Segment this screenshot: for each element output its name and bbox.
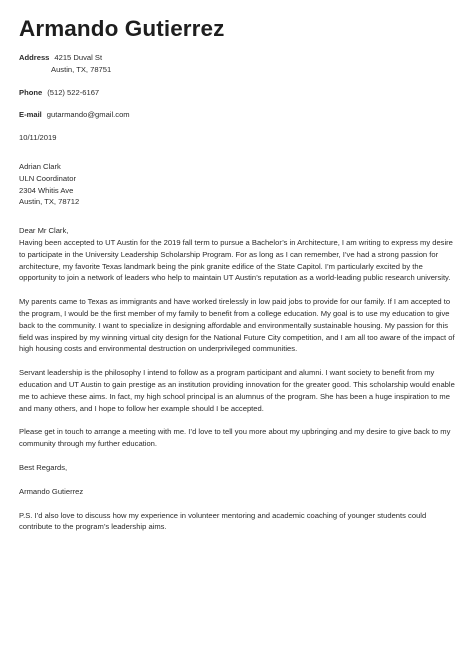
recipient-title: ULN Coordinator: [19, 173, 76, 183]
letter-date: 10/11/2019: [19, 133, 57, 143]
address-values: [19, 52, 111, 76]
address-line1: 4215 Duval St: [54, 53, 103, 62]
closing: Best Regards,: [19, 462, 68, 472]
applicant-name: Armando Gutierrez: [19, 16, 225, 41]
phone-value: (512) 522-6167: [47, 87, 100, 97]
postscript: P.S. I’d also love to discuss how my experience in volunteer mentoring and academic coaching of younger students could contribute to the program’s leadership aims.: [19, 510, 427, 532]
email-label: E-mail: [19, 110, 42, 120]
body-paragraph-3: Servant leadership is the philosophy I intend to follow as a program participant and alumni. I want society to benefit from my education and UT Austin to gain prestige as an institution providing innovation for the greater good. This scholarship would enable me to achieve these aims. In fact, my high school principal is an alumnus of the program. She has been a huge inspiration to me and many others, and I hope to follow her example should I be accepted.: [19, 368, 455, 413]
recipient-city: Austin, TX, 78712: [19, 197, 80, 207]
signature: Armando Gutierrez: [19, 486, 84, 496]
salutation: Dear Mr Clark,: [19, 226, 69, 236]
letter-body: [19, 237, 455, 450]
phone-label: Phone: [19, 87, 43, 97]
body-paragraph-1: Having been accepted to UT Austin for the 2019 fall term to pursue a Bachelor’s in Architecture, I am writing to express my desire to participate in the University Leadership Scholarship Program. For as long as I can remember, I’ve had a strong passion for architecture, my favorite Texas landmark being the pink granite edifice of the State Capitol. I’m particularly excited by the opportunity to join a network of leaders who help to maintain UT Austin’s reputation as a world-leading public research university.: [19, 237, 453, 283]
recipient-street: 2304 Whitis Ave: [19, 185, 74, 195]
address-row: [19, 52, 455, 76]
email-row: [19, 109, 455, 121]
address-label: Address: [19, 53, 50, 62]
recipient-name: Adrian Clark: [19, 161, 61, 171]
body-paragraph-4: Please get in touch to arrange a meeting with me. I’d love to tell you more about my upbringing and my desire to give back to my community through my further education.: [19, 427, 451, 449]
phone-row: [19, 87, 455, 99]
address-line2: Austin, TX, 78751: [51, 64, 112, 74]
body-paragraph-2: My parents came to Texas as immigrants and have worked tirelessly in low paid jobs to provide for our family. If I am accepted to the program, I would be the first member of my family to benefit from a college education. My goal is to use my education to give back to the community. I want to specialize in designing affordable and environmentally sustainable housing. My passion for this field was inspired by my winning virtual city design for the National Future City competition, and I am all too aware of the impact of high housing costs and environmental destruction on underprivileged communities.: [19, 297, 455, 354]
recipient-block: [19, 161, 455, 208]
contact-details: [19, 52, 455, 121]
email-value[interactable]: gutarmando@gmail.com: [46, 110, 130, 120]
